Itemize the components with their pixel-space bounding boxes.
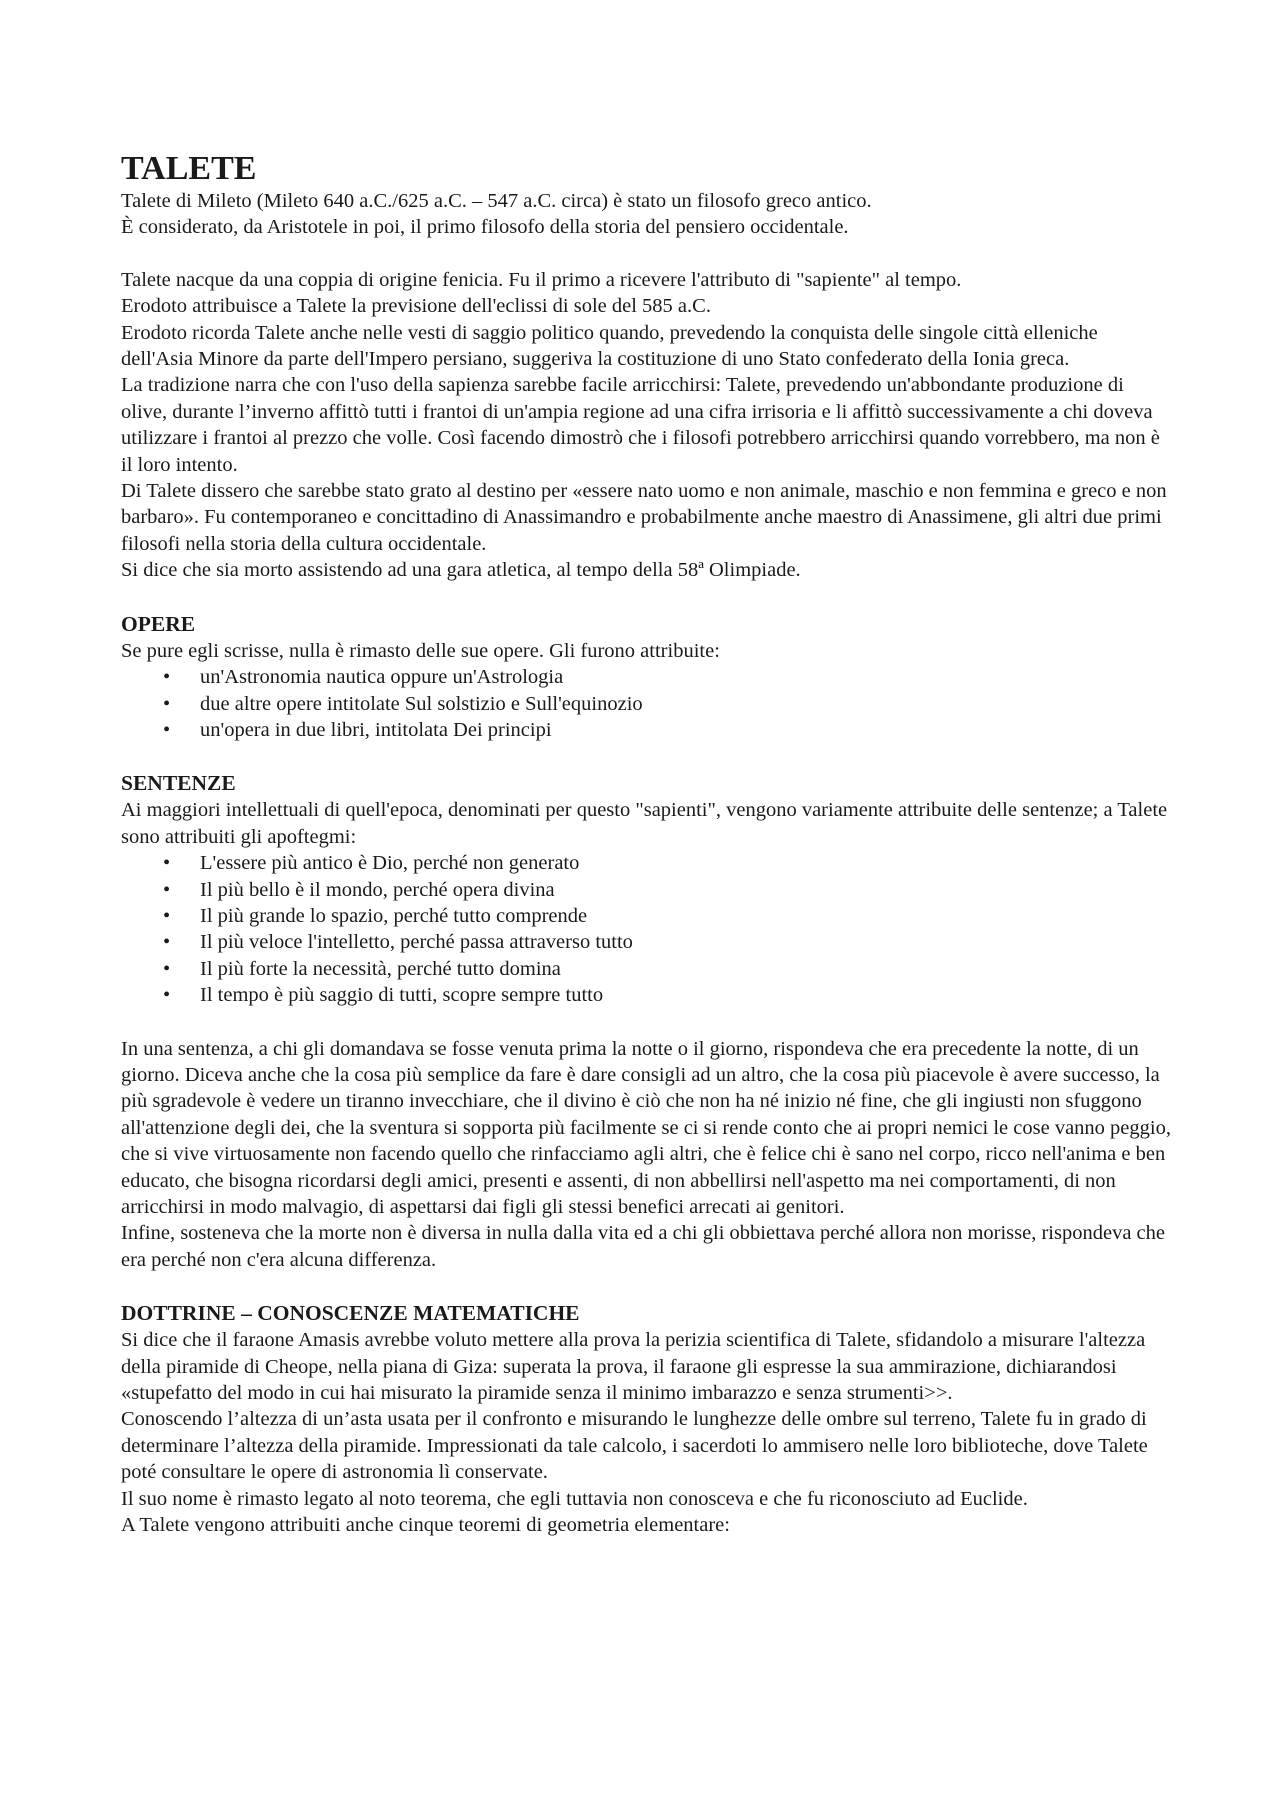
list-item: • un'opera in due libri, intitolata Dei principi [121,717,1171,743]
opere-intro: Se pure egli scrisse, nulla è rimasto delle sue opere. Gli furono attribuite: [121,639,720,662]
bullet-icon: • [163,852,171,875]
list-item: • Il tempo è più saggio di tutti, scopre sempre tutto [121,982,1171,1008]
list-item: • L'essere più antico è Dio, perché non generato [121,850,1171,876]
sentenze-intro: Ai maggiori intellettuali di quell'epoca, denominati per questo "sapienti", vengono variamente attribuite delle sentenze; a Talete sono attribuiti gli apoftegmi: [121,799,1168,848]
intro-line-1: Talete di Mileto (Mileto 640 a.C./625 a.C. – 547 a.C. circa) è stato un filosofo greco antico. [121,190,872,212]
list-item: • Il più grande lo spazio, perché tutto comprende [121,903,1171,929]
dottrine-paragraph-2: Conoscendo l’altezza di un’asta usata per il confronto e misurando le lunghezze delle ombre sul terreno, Talete fu in grado di determinare l’altezza della piramide. Impressionati da tale calcolo, i sacerdoti lo ammisero nelle loro biblioteche, dove Talete poté consultare le opere di astronomia lì conservate. [121,1408,1148,1484]
bullet-icon: • [163,904,171,927]
bio-paragraph-1: Talete nacque da una coppia di origine fenicia. Fu il primo a ricevere l'attributo di "sapiente" al tempo. [121,268,962,291]
bio-paragraph-6: Si dice che sia morto assistendo ad una gara atletica, al tempo della 58ª Olimpiade. [121,559,801,582]
list-item: • Il più bello è il mondo, perché opera divina [121,877,1171,903]
bullet-icon: • [163,957,171,980]
page-title: TALETE [121,150,257,187]
section-heading-opere: OPERE [121,611,196,636]
section-heading-sentenze: SENTENZE [121,771,236,796]
bio-paragraph-5: Di Talete dissero che sarebbe stato grato al destino per «essere nato uomo e non animale, maschio e non femmina e greco e non barbaro». Fu contemporaneo e concittadino di Anassimandro e probabilmente anche maestro di Anassimene, gli altri due primi filosofi nella storia della cultura occidentale. [121,480,1167,555]
sentenze-paragraph-1: In una sentenza, a chi gli domandava se fosse venuta prima la notte o il giorno, rispondeva che era precedente la notte, di un giorno. Diceva anche che la cosa più semplice da fare è dare consigli ad un altro, che la cosa più piacevole è avere successo, la più sgradevole è vedere un tiranno invecchiare, che il divino è ciò che non ha né inizio né fine, che gli ingiusti non sfuggono all'attenzione degli dei, che la sventura si sopporta più facilmente se ci si rende conto che ai propri nemici le cose vanno peggio, che si vive virtuosamente non facendo quello che rinfacciamo agli altri, che è felice chi è sano nel corpo, ricco nell'anima e ben educato, che bisogna ricordarsi degli amici, presenti e assenti, di non abbellirsi nell'aspetto ma nei comportamenti, di non arricchirsi in modo malvagio, di aspettarsi dai figli gli stessi benefici arrecati ai genitori. [121,1037,1171,1218]
bullet-icon: • [163,878,171,901]
bullet-icon: • [163,718,171,741]
list-item: • Il più forte la necessità, perché tutto domina [121,956,1171,982]
list-item: • due altre opere intitolate Sul solstizio e Sull'equinozio [121,691,1171,717]
sentenze-paragraph-2: Infine, sosteneva che la morte non è diversa in nulla dalla vita ed a chi gli obbiettava perché allora non morisse, rispondeva che era perché non c'era alcuna differenza. [121,1222,1165,1271]
opere-list [121,664,1171,743]
list-item: • Il più veloce l'intelletto, perché passa attraverso tutto [121,929,1171,955]
document-page [121,150,1171,1538]
bullet-icon: • [163,666,171,689]
dottrine-paragraph-3: Il suo nome è rimasto legato al noto teorema, che egli tuttavia non conosceva e che fu riconosciuto ad Euclide. [121,1487,1028,1510]
intro-line-2: È considerato, da Aristotele in poi, il primo filosofo della storia del pensiero occidentale. [121,216,849,239]
section-heading-dottrine: DOTTRINE – CONOSCENZE MATEMATICHE [121,1301,580,1326]
bio-paragraph-4: La tradizione narra che con l'uso della sapienza sarebbe facile arricchirsi: Talete, prevedendo un'abbondante produzione di olive, durante l’inverno affittò tutti i frantoi di un'ampia regione ad una cifra irrisoria e li affittò successivamente a chi doveva utilizzare i frantoi al prezzo che volle. Così facendo dimostrò che i filosofi potrebbero arricchirsi quando vorrebbero, ma non è il loro intento. [121,374,1160,476]
bio-paragraph-2: Erodoto attribuisce a Talete la previsione dell'eclissi di sole del 585 a.C. [121,295,711,318]
list-item: • un'Astronomia nautica oppure un'Astrologia [121,664,1171,690]
bio-paragraph-3: Erodoto ricorda Talete anche nelle vesti di saggio politico quando, prevedendo la conquista delle singole città elleniche dell'Asia Minore da parte dell'Impero persiano, suggeriva la costituzione di uno Stato confederato della Ionia greca. [121,321,1098,371]
dottrine-paragraph-1: Si dice che il faraone Amasis avrebbe voluto mettere alla prova la perizia scientifica di Talete, sfidandolo a misurare l'altezza della piramide di Cheope, nella piana di Giza: superata la prova, il faraone gli espresse la sua ammirazione, dichiarandosi «stupefatto del modo in cui hai misurato la piramide senza il minimo imbarazzo e senza strumenti>>. [121,1329,1146,1405]
dottrine-paragraph-4: A Talete vengono attribuiti anche cinque teoremi di geometria elementare: [121,1514,730,1537]
bullet-icon: • [163,984,171,1007]
sentenze-list [121,850,1171,1008]
bullet-icon: • [163,931,171,954]
bullet-icon: • [163,692,171,715]
